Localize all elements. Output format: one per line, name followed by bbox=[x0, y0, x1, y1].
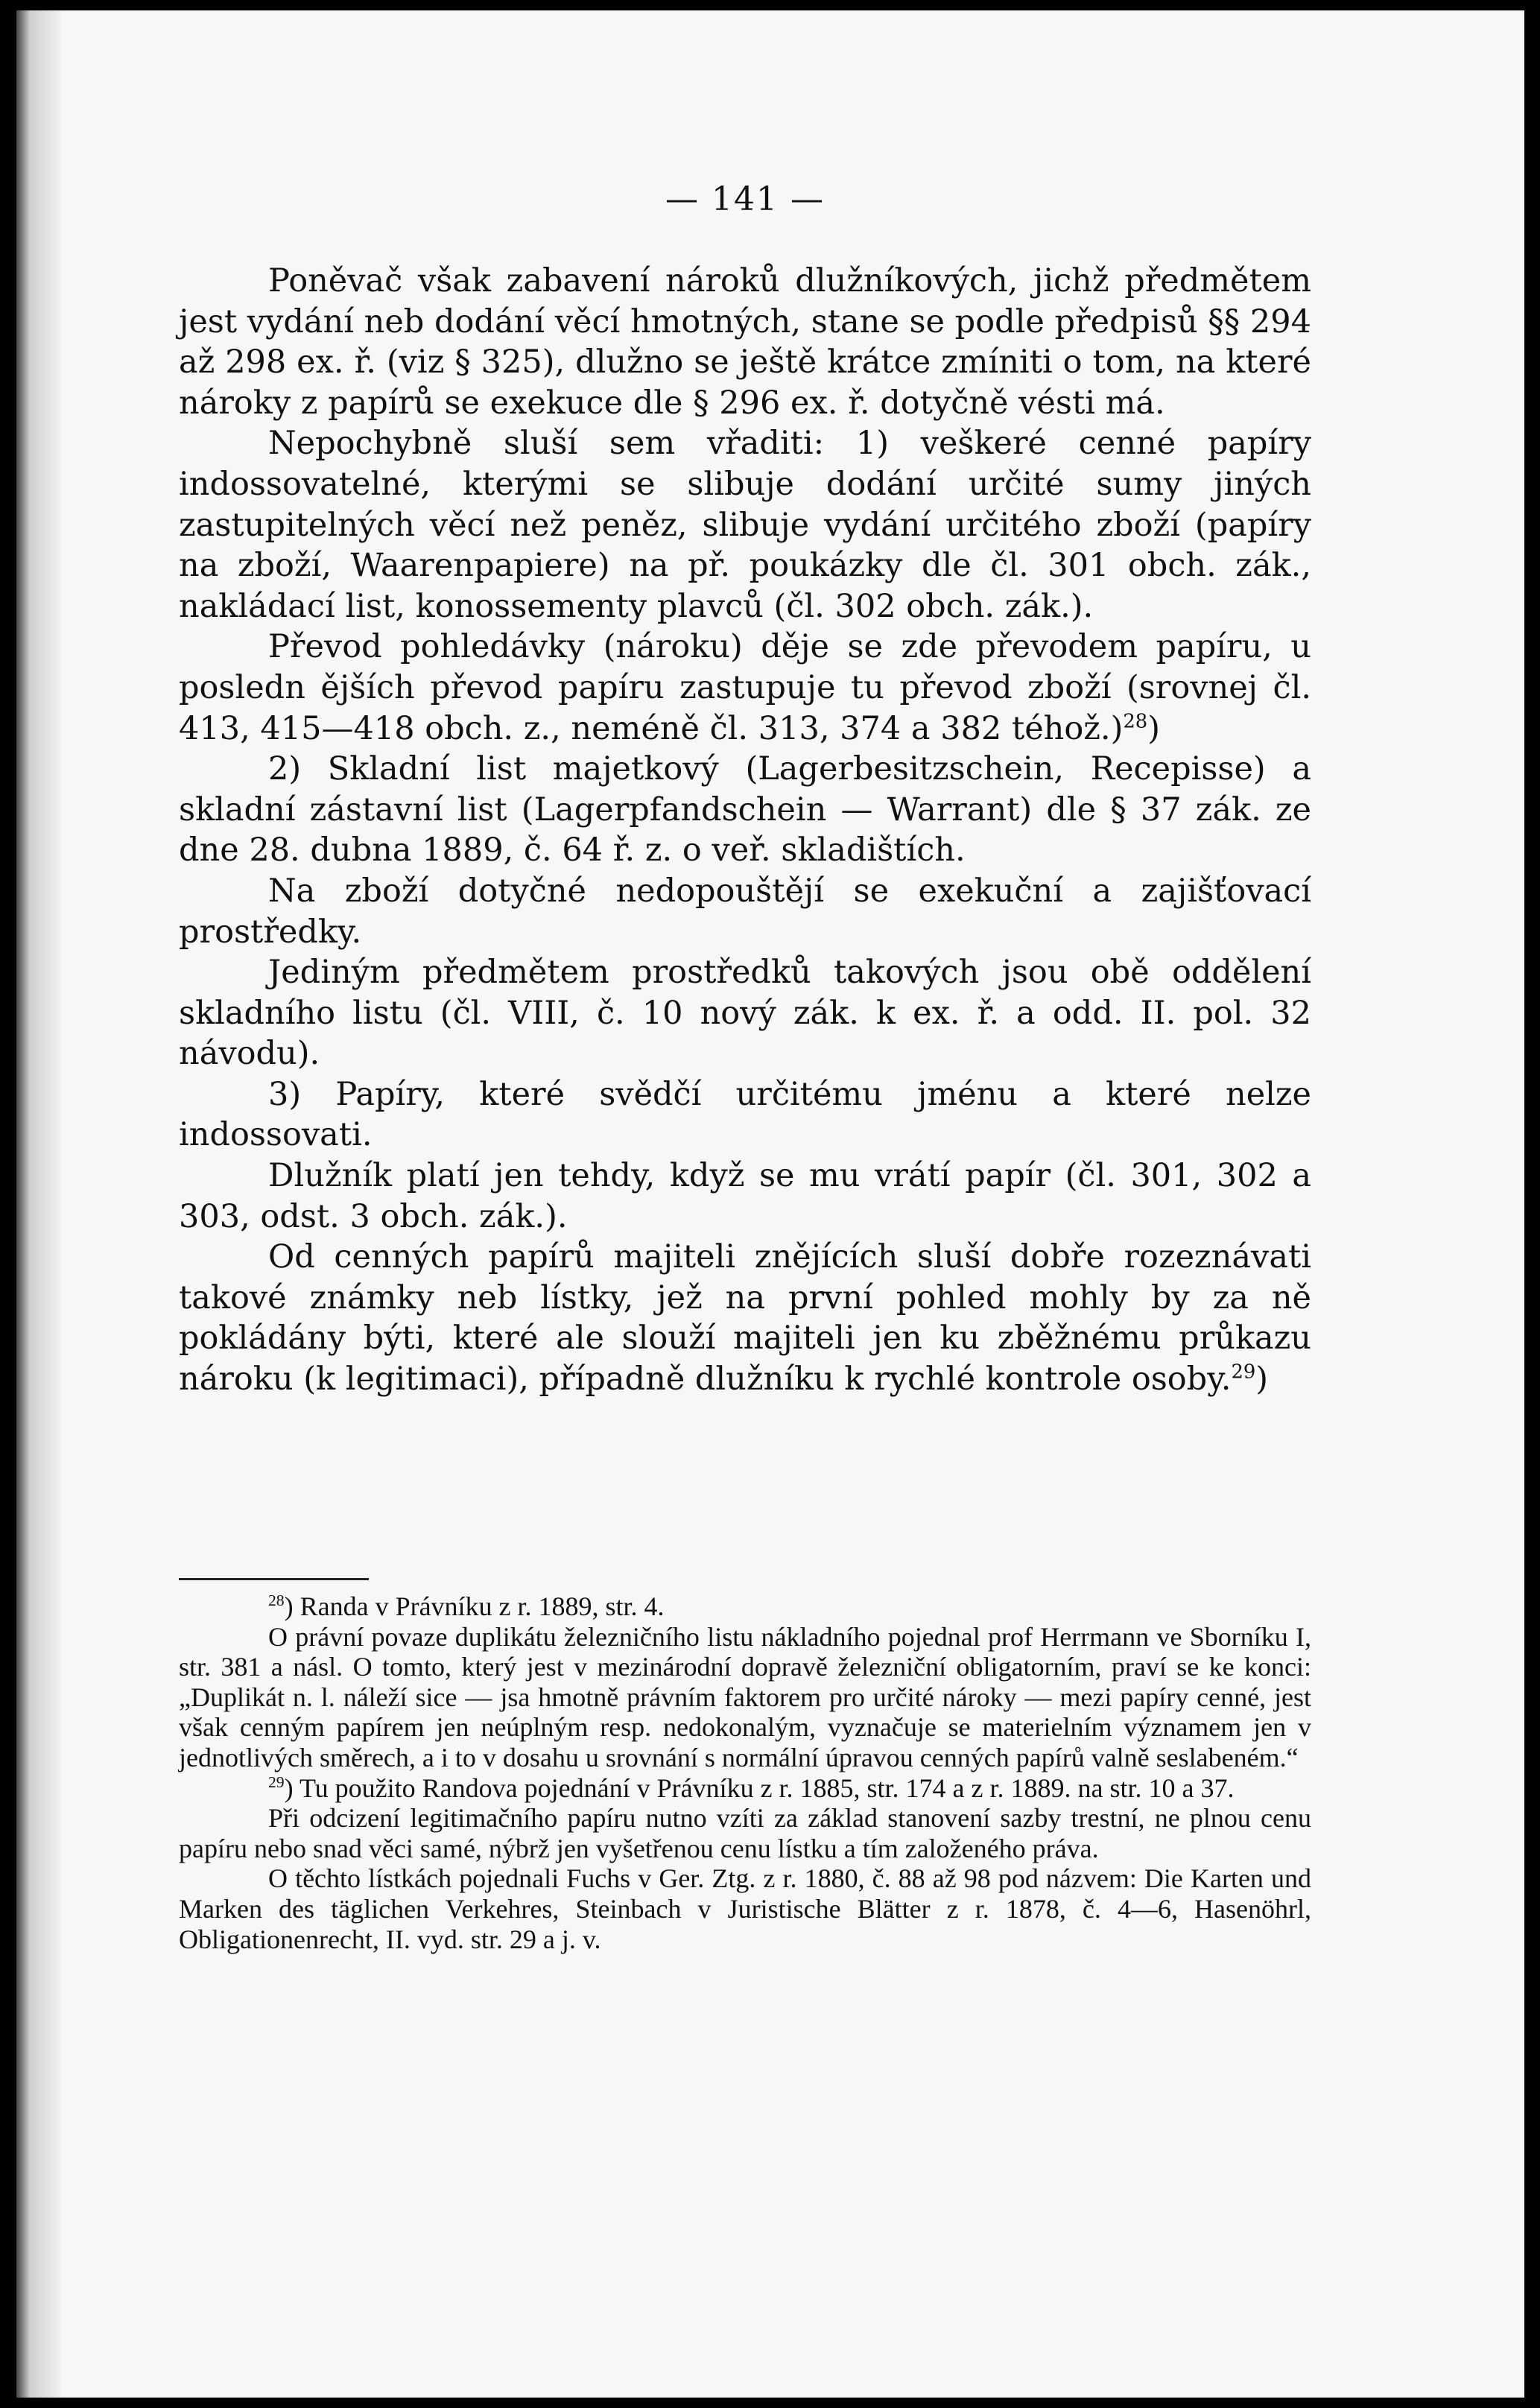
paragraph-text: Od cenných papírů majiteli znějících sluší dobře rozeznávati takové známky neb lístky, jež na první pohled mohly by za ně pokládány býti, které ale slouží majiteli jen ku zběžnému průkazu nároku (k legitimaci), případně dlužníku k rychlé kontrole osoby. bbox=[179, 1238, 1311, 1398]
page-number: — 141 — bbox=[665, 180, 825, 218]
footnote-marker: 29 bbox=[268, 1772, 285, 1791]
footnote-ref: 28 bbox=[1123, 710, 1148, 733]
footnote: $^{29}$) Tu použito Randova pojednání v Právníku z r. 1885, str. 174 a z r. 1889. na str. 10 a 37. bbox=[268, 1772, 1235, 1803]
paragraph: Poněvač však zabavení nároků dlužníkových, jichž předmětem jest vydání neb dodání věcí hmotných, stane se podle předpisů §§ 294 až 298 ex. ř. (viz § 325), dlužno se ještě krátce zmíniti o tom, na které nároky z papírů se exekuce dle § 296 ex. ř. dotyčně vésti má. bbox=[179, 262, 1311, 422]
paragraph: Na zboží dotyčné nedopouštějí se exekuční a zajišťovací prostředky. bbox=[179, 872, 1311, 951]
paragraph: Nepochybně sluší sem vřaditi: 1) veškeré cenné papíry indossovatelné, kterými se slibuje dodání určité sumy jiných zastupitelných věcí než peněz, slibuje vydání určitého zboží (papíry na zboží, Waarenpapiere) na př. poukázky dle čl. 301 obch. zák., nakládací list, konossementy plavců (čl. 302 obch. zák.). bbox=[179, 425, 1311, 625]
footnote-marker: 28 bbox=[268, 1591, 285, 1609]
footnote: $^{28}$) Randa v Právníku z r. 1889, str. 4. bbox=[268, 1591, 665, 1621]
footnote-ref: 29 bbox=[1231, 1360, 1256, 1384]
footnotes bbox=[179, 1591, 1311, 1954]
main-text bbox=[179, 261, 1311, 1400]
paragraph: Jediným předmětem prostředků takových jsou obě oddělení skladního listu (čl. VIII, č. 10 nový zák. k ex. ř. a odd. II. pol. 32 návodu). bbox=[179, 954, 1311, 1073]
footnote-text: Tu použito Randova pojednání v Právníku z r. 1885, str. 174 a z r. 1889. na str. 10 a 37. bbox=[299, 1772, 1235, 1803]
footnote: Při odcizení legitimačního papíru nutno vzíti za základ stanovení sazby trestní, ne plnou cenu papíru nebo snad věci samé, nýbrž jen vyšetřenou cenu lístku a tím založeného práva. bbox=[179, 1803, 1311, 1863]
footnote: O právní povaze duplikátu železničního listu nákladního pojednal prof Herrmann ve Sborníku I, str. 381 a násl. O tomto, který jest v mezinárodní dopravě železniční obligatorním, praví se ke konci: „Duplikát n. l. náleží sice — jsa hmotně právním faktorem pro určité nároky — mezi papíry cenné, jest však cenným papírem jen neúplným resp. nedokonalým, vyznačuje se materielním významem jen v jednotlivých směrech, a i to v dosahu u srovnání s normální úpravou cenných papírů valně seslabeném.“ bbox=[179, 1621, 1311, 1772]
page-edge-shadow bbox=[16, 10, 61, 2398]
paragraph-text: Převod pohledávky (nároku) děje se zde převodem papíru, u posledn ějších převod papíru zastupuje tu převod zboží (srovnej čl. 413, 415—418 obch. z., neméně čl. 313, 374 a 382 téhož.) bbox=[179, 628, 1311, 747]
footnote-rule bbox=[179, 1578, 369, 1580]
paragraph: 3) Papíry, které svědčí určitému jménu a které nelze indossovati. bbox=[179, 1075, 1311, 1154]
footnote-text: Randa v Právníku z r. 1889, str. 4. bbox=[300, 1591, 665, 1621]
paragraph: 2) Skladní list majetkový (Lagerbesitzschein, Recepisse) a skladní zástavní list (Lagerpfandschein — Warrant) dle § 37 zák. ze dne 28. dubna 1889, č. 64 ř. z. o veř. skladištích. bbox=[179, 750, 1311, 869]
paragraph: Převod pohledávky (nároku) děje se zde převodem papíru, u posledn ějších převod papíru zastupuje tu převod zboží (srovnej čl. 413, 415—418 obch. z., neméně čl. 313, 374 a 382 téhož.)$^{28}$) bbox=[179, 628, 1311, 747]
footnote: O těchto lístkách pojednali Fuchs v Ger. Ztg. z r. 1880, č. 88 až 98 pod názvem: Die Karten und Marken des täglichen Verkehres, Steinbach v Juristische Blätter z r. 1878, č. 4—6, Hasenöhrl, Obligationenrecht, II. vyd. str. 29 a j. v. bbox=[179, 1863, 1311, 1954]
paragraph: Od cenných papírů majiteli znějících sluší dobře rozeznávati takové známky neb lístky, jež na první pohled mohly by za ně pokládány býti, které ale slouží majiteli jen ku zběžnému průkazu nároku (k legitimaci), případně dlužníku k rychlé kontrole osoby.$^{29}$) bbox=[179, 1238, 1311, 1398]
paragraph: Dlužník platí jen tehdy, když se mu vrátí papír (čl. 301, 302 a 303, odst. 3 obch. zák.). bbox=[179, 1157, 1311, 1235]
